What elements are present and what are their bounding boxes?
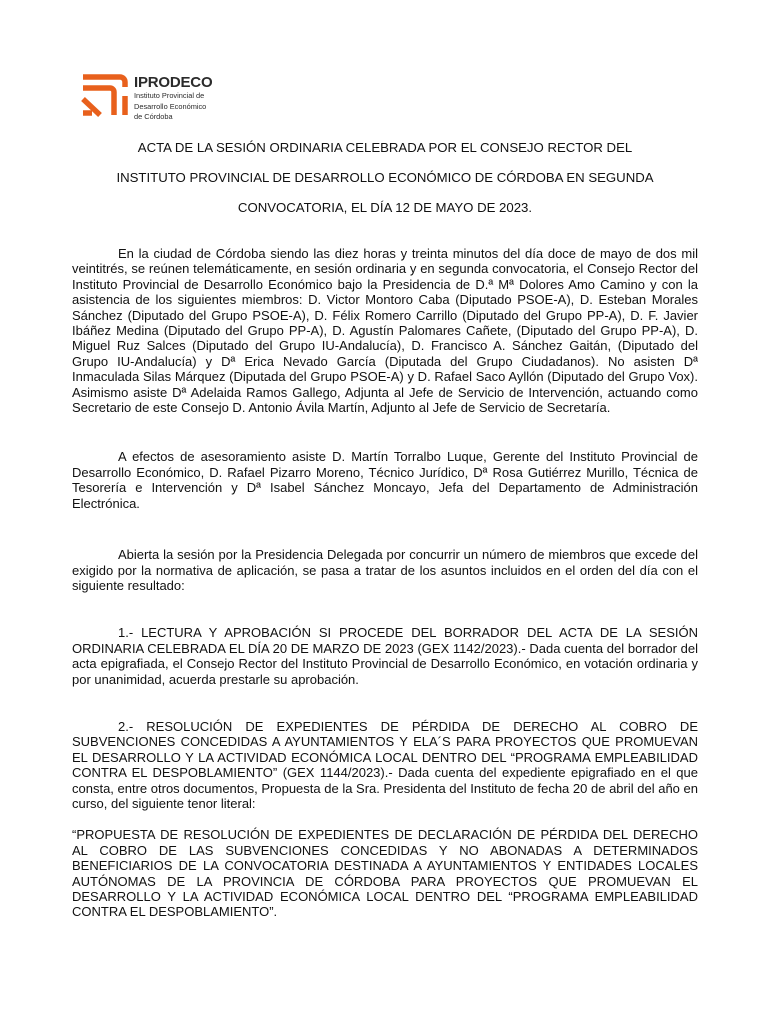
title-line-1: ACTA DE LA SESIÓN ORDINARIA CELEBRADA POR EL CONSEJO RECTOR DEL bbox=[137, 140, 633, 155]
iprodeco-logo-mark-icon bbox=[80, 74, 128, 118]
paragraph-proposal-quote: “PROPUESTA DE RESOLUCIÓN DE EXPEDIENTES DE DECLARACIÓN DE PÉRDIDA DEL DERECHO AL COBRO DE LAS SUBVENCIONES CONCEDIDAS Y NO ABONADAS A DETERMINADOS BENEFICIARIOS DE LA CONVOCATORIA DESTINADA A AYUNTAMIENTOS Y ENTIDADES LOCALES AUTÓNOMAS DE LA PROVINCIA DE CÓRDOBA PARA PROYECTOS QUE PROMUEVAN EL DESARROLLO Y LA ACTIVIDAD ECONÓMICA LOCAL DENTRO DEL “PROGRAMA EMPLEABILIDAD CONTRA EL DESPOBLAMIENTO”. bbox=[72, 827, 698, 920]
title-line-3: CONVOCATORIA, EL DÍA 12 DE MAYO DE 2023. bbox=[237, 200, 533, 215]
logo-subtitle-line3: de Córdoba bbox=[134, 112, 173, 122]
paragraph-advisors: A efectos de asesoramiento asiste D. Martín Torralbo Luque, Gerente del Instituto Provincial de Desarrollo Económico, D. Rafael Pizarro Moreno, Técnico Jurídico, Dª Rosa Gutiérrez Murillo, Técnica de Tesorería e Intervención y Dª Isabel Sánchez Moncayo, Jefa del Departamento de Administración Electrónica. bbox=[72, 449, 698, 511]
document-title bbox=[72, 136, 698, 226]
logo-subtitle-line1: Instituto Provincial de bbox=[134, 91, 205, 100]
logo-name: IPRODECO bbox=[134, 74, 213, 91]
paragraph-item-2: 2.- RESOLUCIÓN DE EXPEDIENTES DE PÉRDIDA DE DERECHO AL COBRO DE SUBVENCIONES CONCEDIDAS A AYUNTAMIENTOS Y ELA´S PARA PROYECTOS QUE PROMUEVAN EL DESARROLLO Y LA ACTIVIDAD ECONÓMICA LOCAL DENTRO DEL “PROGRAMA EMPLEABILIDAD CONTRA EL DESPOBLAMIENTO” (GEX 1144/2023).- Dada cuenta del expediente epigrafiado en el que consta, entre otros documentos, Propuesta de la Sra. Presidenta del Instituto de fecha 20 de abril del año en curso, del siguiente tenor literal: bbox=[72, 718, 698, 811]
logo-text bbox=[134, 74, 212, 122]
logo-subtitle-line2: Desarrollo Económico bbox=[134, 101, 207, 111]
paragraph-item-1: 1.- LECTURA Y APROBACIÓN SI PROCEDE DEL BORRADOR DEL ACTA DE LA SESIÓN ORDINARIA CELEBRADA EL DÍA 20 DE MARZO DE 2023 (GEX 1142/2023).- Dada cuenta del borrador del acta epigrafiada, el Consejo Rector del Instituto Provincial de Desarrollo Económico, en votación ordinaria y por unanimidad, acuerda prestarle su aprobación. bbox=[72, 625, 698, 687]
document-body bbox=[72, 246, 698, 920]
iprodeco-logo bbox=[80, 74, 230, 120]
paragraph-attendance: En la ciudad de Córdoba siendo las diez horas y treinta minutos del día doce de mayo de dos mil veintitrés, se reúnen telemáticamente, en sesión ordinaria y en segunda convocatoria, el Consejo Rector del Instituto Provincial de Desarrollo Económico bajo la Presidencia de D.ª Mª Dolores Amo Camino y con la asistencia de los siguientes miembros: D. Victor Montoro Caba (Diputado PSOE-A), D. Esteban Morales Sánchez (Diputado del Grupo PSOE-A), D. Félix Romero Carrillo (Diputado del Grupo PP-A), D. F. Javier Ibáñez Medina (Diputado del Grupo PP-A), D. Agustín Palomares Cañete, (Diputado del Grupo PP-A), D. Miguel Ruz Salces (Diputado del Grupo IU-Andalucía), D. Francisco A. Sánchez Gaitán, (Diputado del Grupo IU-Andalucía) y Dª Erica Nevado García (Diputada del Grupo Ciudadanos). No asisten Dª Inmaculada Silas Márquez (Diputada del Grupo PSOE-A) y D. Rafael Saco Ayllón (Diputado del Grupo Vox). Asimismo asiste Dª Adelaida Ramos Gallego, Adjunta al Jefe de Servicio de Intervención, actuando como Secretario de este Consejo D. Antonio Ávila Martín, Adjunto al Jefe de Servicio de Secretaría. bbox=[72, 246, 698, 416]
paragraph-session-opening: Abierta la sesión por la Presidencia Delegada por concurrir un número de miembros que excede del exigido por la normativa de aplicación, se pasa a tratar de los asuntos incluidos en el orden del día con el siguiente resultado: bbox=[72, 547, 698, 593]
title-line-2: INSTITUTO PROVINCIAL DE DESARROLLO ECONÓMICO DE CÓRDOBA EN SEGUNDA bbox=[116, 170, 654, 185]
